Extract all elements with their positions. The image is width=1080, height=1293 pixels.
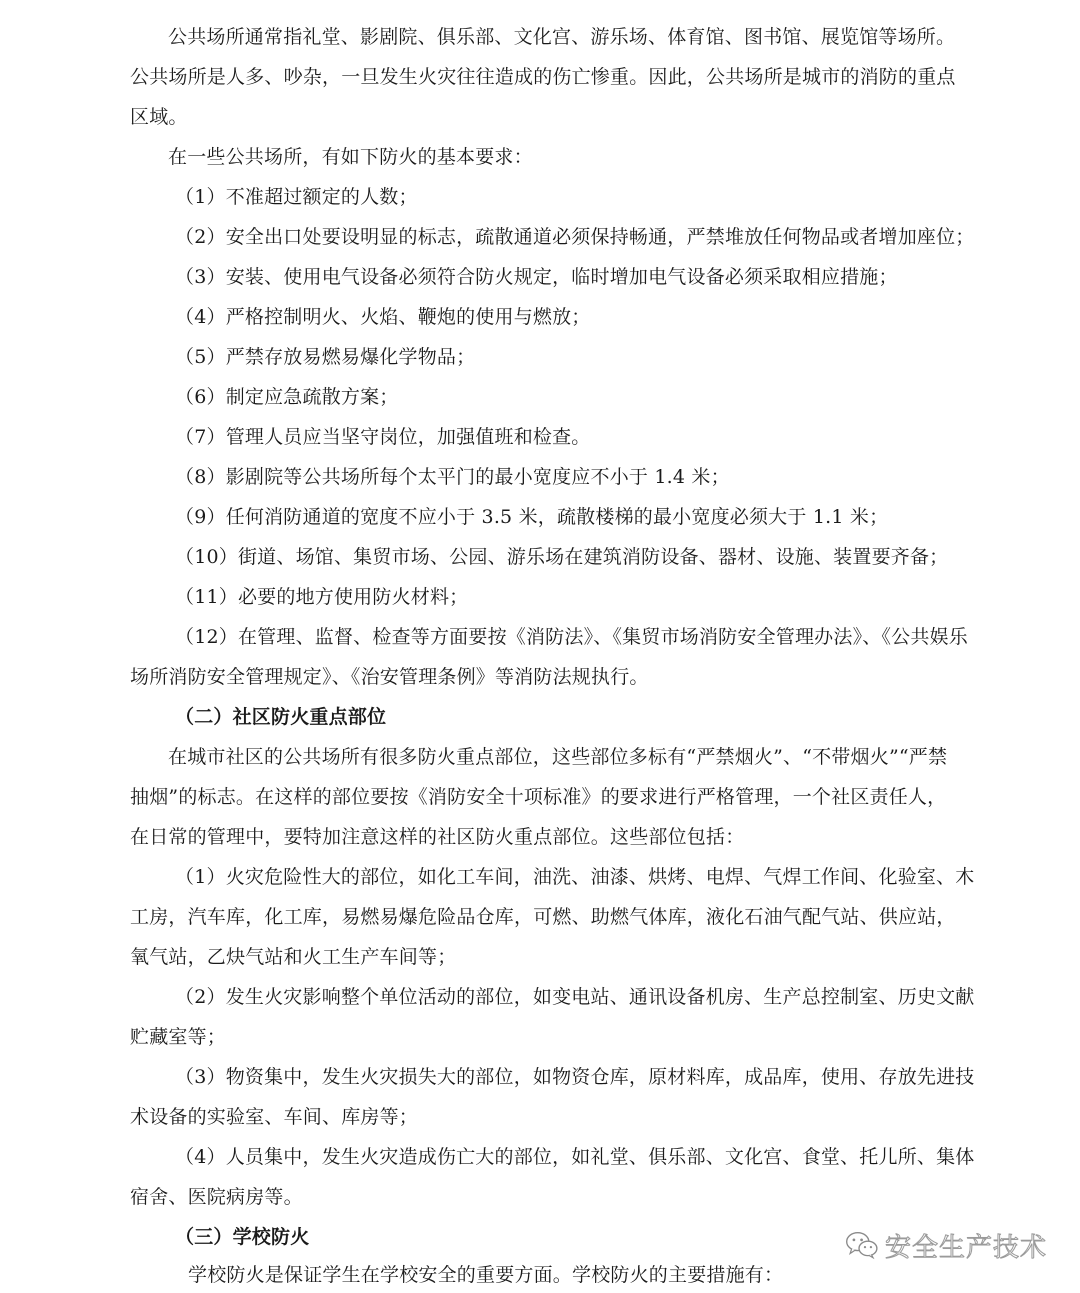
- list-item: （9）任何消防通道的宽度不应小于 3.5 米，疏散楼梯的最小宽度必须大于 1.1 米；: [175, 506, 889, 528]
- watermark: [845, 1228, 1047, 1262]
- list-item: （1）不准超过额定的人数；: [175, 186, 418, 208]
- paragraph-line: 氧气站，乙炔气站和火工生产车间等；: [130, 946, 457, 968]
- paragraph-line: 贮藏室等；: [130, 1026, 227, 1048]
- list-item: （5）严禁存放易燃易爆化学物品；: [175, 346, 476, 368]
- list-item: （4）人员集中，发生火灾造成伤亡大的部位，如礼堂、俱乐部、文化宫、食堂、托儿所、集体: [175, 1146, 975, 1168]
- list-item: （2）发生火灾影响整个单位活动的部位，如变电站、通讯设备机房、生产总控制室、历史文献: [175, 986, 975, 1008]
- section-heading: （二）社区防火重点部位: [175, 706, 387, 728]
- list-item: （11）必要的地方使用防火材料；: [175, 586, 469, 608]
- list-item: （1）火灾危险性大的部位，如化工车间，油洗、油漆、烘烤、电焊、气焊工作间、化验室、木: [175, 866, 975, 888]
- list-item: （10）街道、场馆、集贸市场、公园、游乐场在建筑消防设备、器材、设施、装置要齐备；: [175, 546, 949, 568]
- list-item: （2）安全出口处要设明显的标志，疏散通道必须保持畅通，严禁堆放任何物品或者增加座位；: [175, 226, 975, 248]
- paragraph-line: 场所消防安全管理规定》、《治安管理条例》等消防法规执行。: [130, 666, 649, 688]
- watermark-text: 安全生产技术: [885, 1232, 1048, 1263]
- paragraph-line: 在城市社区的公共场所有很多防火重点部位，这些部位多标有“严禁烟火”、“不带烟火”“严禁: [168, 746, 948, 768]
- list-item: （4）严格控制明火、火焰、鞭炮的使用与燃放；: [175, 306, 591, 328]
- section-heading: （三）学校防火: [175, 1226, 310, 1248]
- paragraph-line: 在一些公共场所，有如下防火的基本要求：: [168, 146, 533, 168]
- paragraph-line: 区域。: [130, 106, 188, 128]
- paragraph-line: 术设备的实验室、车间、库房等；: [130, 1106, 419, 1128]
- paragraph-line: 抽烟”的标志。在这样的部位要按《消防安全十项标准》的要求进行严格管理，一个社区责任人，: [130, 786, 947, 808]
- list-item: （6）制定应急疏散方案；: [175, 386, 399, 408]
- list-item: （12）在管理、监督、检查等方面要按《消防法》、《集贸市场消防安全管理办法》、《公共娱乐: [175, 626, 968, 648]
- paragraph-line: 在日常的管理中，要特加注意这样的社区防火重点部位。这些部位包括：: [130, 826, 745, 848]
- list-item: （8）影剧院等公共场所每个太平门的最小宽度应不小于 1.4 米；: [175, 466, 730, 488]
- paragraph-line: 宿舍、医院病房等。: [130, 1186, 303, 1208]
- paragraph-line: 工房，汽车库，化工库，易燃易爆危险品仓库，可燃、助燃气体库，液化石油气配气站、供应站，: [130, 906, 956, 928]
- paragraph-line: 学校防火是保证学生在学校安全的重要方面。学校防火的主要措施有：: [188, 1264, 784, 1286]
- wechat-logo-icon: [845, 1230, 879, 1260]
- list-item: （3）物资集中，发生火灾损失大的部位，如物资仓库，原材料库，成品库，使用、存放先进技: [175, 1066, 975, 1088]
- list-item: （7）管理人员应当坚守岗位，加强值班和检查。: [175, 426, 591, 448]
- paragraph-line: 公共场所通常指礼堂、影剧院、俱乐部、文化宫、游乐场、体育馆、图书馆、展览馆等场所。: [168, 26, 956, 48]
- paragraph-line: 公共场所是人多、吵杂，一旦发生火灾往往造成的伤亡惨重。因此，公共场所是城市的消防的重点: [130, 66, 956, 88]
- list-item: （3）安装、使用电气设备必须符合防火规定，临时增加电气设备必须采取相应措施；: [175, 266, 898, 288]
